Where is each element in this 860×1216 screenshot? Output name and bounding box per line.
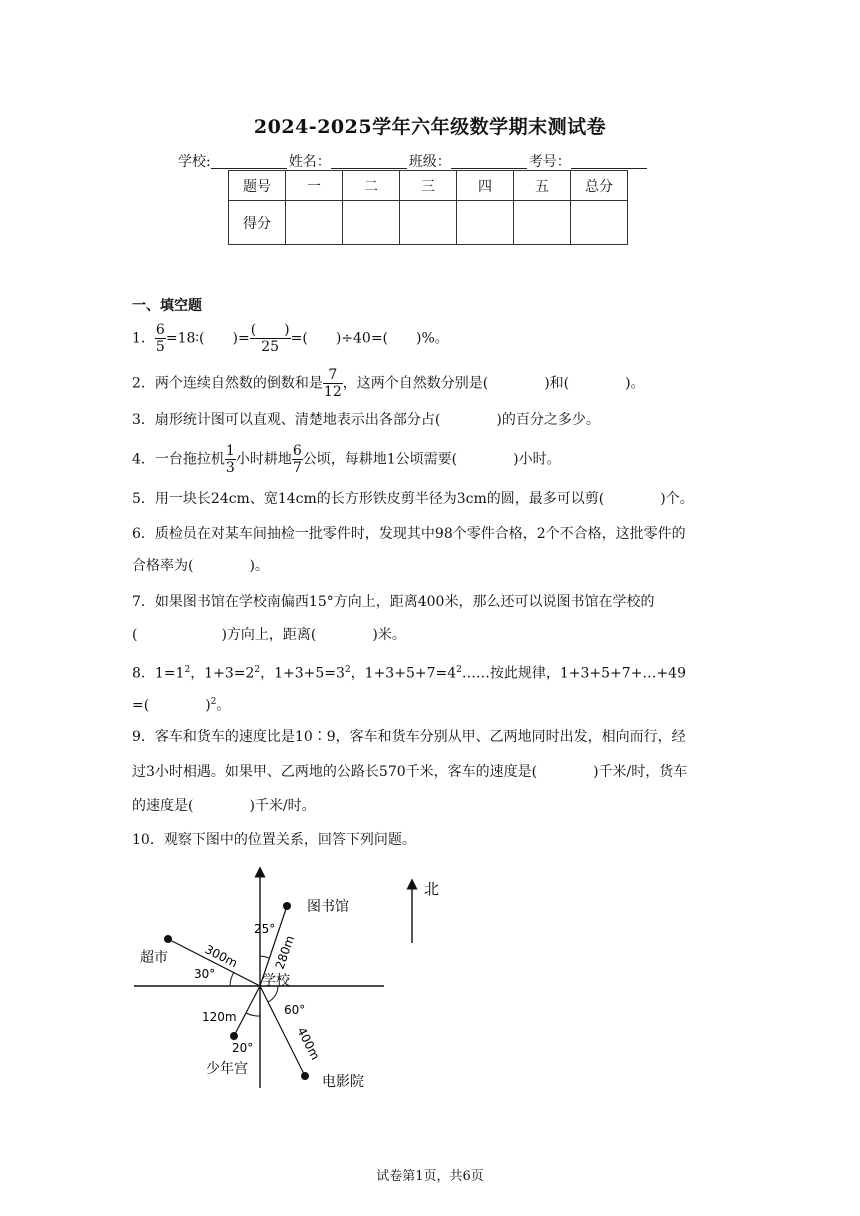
position-diagram <box>128 860 458 1095</box>
name-blank[interactable] <box>331 154 407 169</box>
score-table <box>228 170 628 245</box>
youth-palace-label: 少年宫 <box>206 1061 248 1077</box>
score-header-cell: 三 <box>400 171 457 201</box>
angle-25-label: 25° <box>254 922 276 936</box>
section-heading: 一、填空题 <box>132 298 202 314</box>
score-header-cell: 总分 <box>571 171 628 201</box>
fraction: $\frac{6}{5}$ <box>155 322 165 355</box>
distance-400-label: 400m <box>294 1025 323 1063</box>
library-label: 图书馆 <box>307 899 349 915</box>
angle-30-label: 30° <box>194 967 216 981</box>
question-9-line-3: 的速度是( )千米/时。 <box>132 798 316 814</box>
score-cell[interactable] <box>286 201 343 245</box>
arc-30 <box>230 972 234 986</box>
supermarket-point <box>164 935 172 943</box>
page-footer: 试卷第1页，共6页 <box>376 1169 484 1184</box>
library-point <box>283 902 291 910</box>
angle-20-label: 20° <box>232 1041 254 1055</box>
score-cell[interactable] <box>571 201 628 245</box>
fraction: $\frac{7}{12}$ <box>323 367 342 400</box>
arc-25 <box>260 956 269 958</box>
name-label: 姓名： <box>288 154 331 170</box>
score-cell[interactable] <box>514 201 571 245</box>
question-6-line-2: 合格率为( )。 <box>132 558 269 574</box>
question-7-line-2: ( )方向上，距离( )米。 <box>132 627 406 643</box>
exam-no-blank[interactable] <box>571 154 647 169</box>
distance-120-label: 120m <box>202 1010 237 1024</box>
score-cell[interactable] <box>457 201 514 245</box>
score-cell[interactable] <box>343 201 400 245</box>
fraction: $\frac{( )}{25}$ <box>250 322 290 355</box>
arc-20 <box>246 1013 260 1016</box>
angle-60-label: 60° <box>284 1003 306 1017</box>
question-7-line-1: 7．如果图书馆在学校南偏西15°方向上，距离400米，那么还可以说图书馆在学校的 <box>132 594 655 610</box>
page-title: 2024-2025学年六年级数学期末测试卷 <box>253 116 607 138</box>
school-label: 学校: <box>178 154 211 170</box>
school-label: 学校 <box>262 973 290 989</box>
question-8-line-1: 8．$1=1^2$，$1+3=2^2$，$1+3+5=3^2$，$1+3+5+7=4^2\dots\dots$按此规律，1+3+5+7+…+49 <box>132 665 686 682</box>
question-3: 3．扇形统计图可以直观、清楚地表示出各部分占( )的百分之多少。 <box>132 412 600 428</box>
score-header-cell: 五 <box>514 171 571 201</box>
score-header-cell: 题号 <box>229 171 286 201</box>
question-2: 2．两个连续自然数的倒数和是 $\frac{7}{12}$ ，这两个自然数分别是( )和( )。 <box>132 367 645 400</box>
north-label: 北 <box>424 880 440 898</box>
question-4: 4．一台拖拉机 $\frac{1}{3}$ 小时耕地 $\frac{6}{7}$ 公顷，每耕地1公顷需要( )小时。 <box>132 443 561 476</box>
student-info-line <box>178 151 649 171</box>
cinema-label: 电影院 <box>322 1074 364 1090</box>
score-header-cell: 二 <box>343 171 400 201</box>
supermarket-label: 超市 <box>140 950 168 966</box>
score-header-cell: 一 <box>286 171 343 201</box>
ray-youth-palace <box>234 986 260 1036</box>
youth-palace-point <box>230 1032 238 1040</box>
distance-300-label: 300m <box>202 942 240 971</box>
distance-280-label: 280m <box>272 933 298 971</box>
question-10: 10．观察下图中的位置关系，回答下列问题。 <box>132 832 416 848</box>
class-blank[interactable] <box>451 154 527 169</box>
question-5: 5．用一块长24cm、宽14cm的长方形铁皮剪半径为3cm的圆，最多可以剪( )个。 <box>132 491 694 507</box>
score-table-row <box>229 201 628 245</box>
question-9-line-1: 9．客车和货车的速度比是10∶9，客车和货车分别从甲、乙两地同时出发，相向而行，经 <box>132 729 686 745</box>
cinema-point <box>301 1072 309 1080</box>
score-header-cell: 四 <box>457 171 514 201</box>
school-blank[interactable] <box>211 154 287 169</box>
score-cell[interactable] <box>400 201 457 245</box>
exam-no-label: 考号： <box>528 154 571 170</box>
question-1: 1． $\frac{6}{5}$ =18∶( )= $\frac{( )}{25}$ =( )÷40=( )%。 <box>132 322 449 355</box>
question-9-line-2: 过3小时相遇。如果甲、乙两地的公路长570千米，客车的速度是( )千米/时，货车 <box>132 764 688 780</box>
score-row-label: 得分 <box>229 201 286 245</box>
question-8-line-2: =( )$^2$。 <box>132 697 231 714</box>
fraction: $\frac{6}{7}$ <box>292 443 302 476</box>
score-table-header-row <box>229 171 628 201</box>
class-label: 班级： <box>408 154 451 170</box>
question-6-line-1: 6．质检员在对某车间抽检一批零件时，发现其中98个零件合格，2个不合格，这批零件的 <box>132 526 686 542</box>
fraction: $\frac{1}{3}$ <box>225 443 235 476</box>
